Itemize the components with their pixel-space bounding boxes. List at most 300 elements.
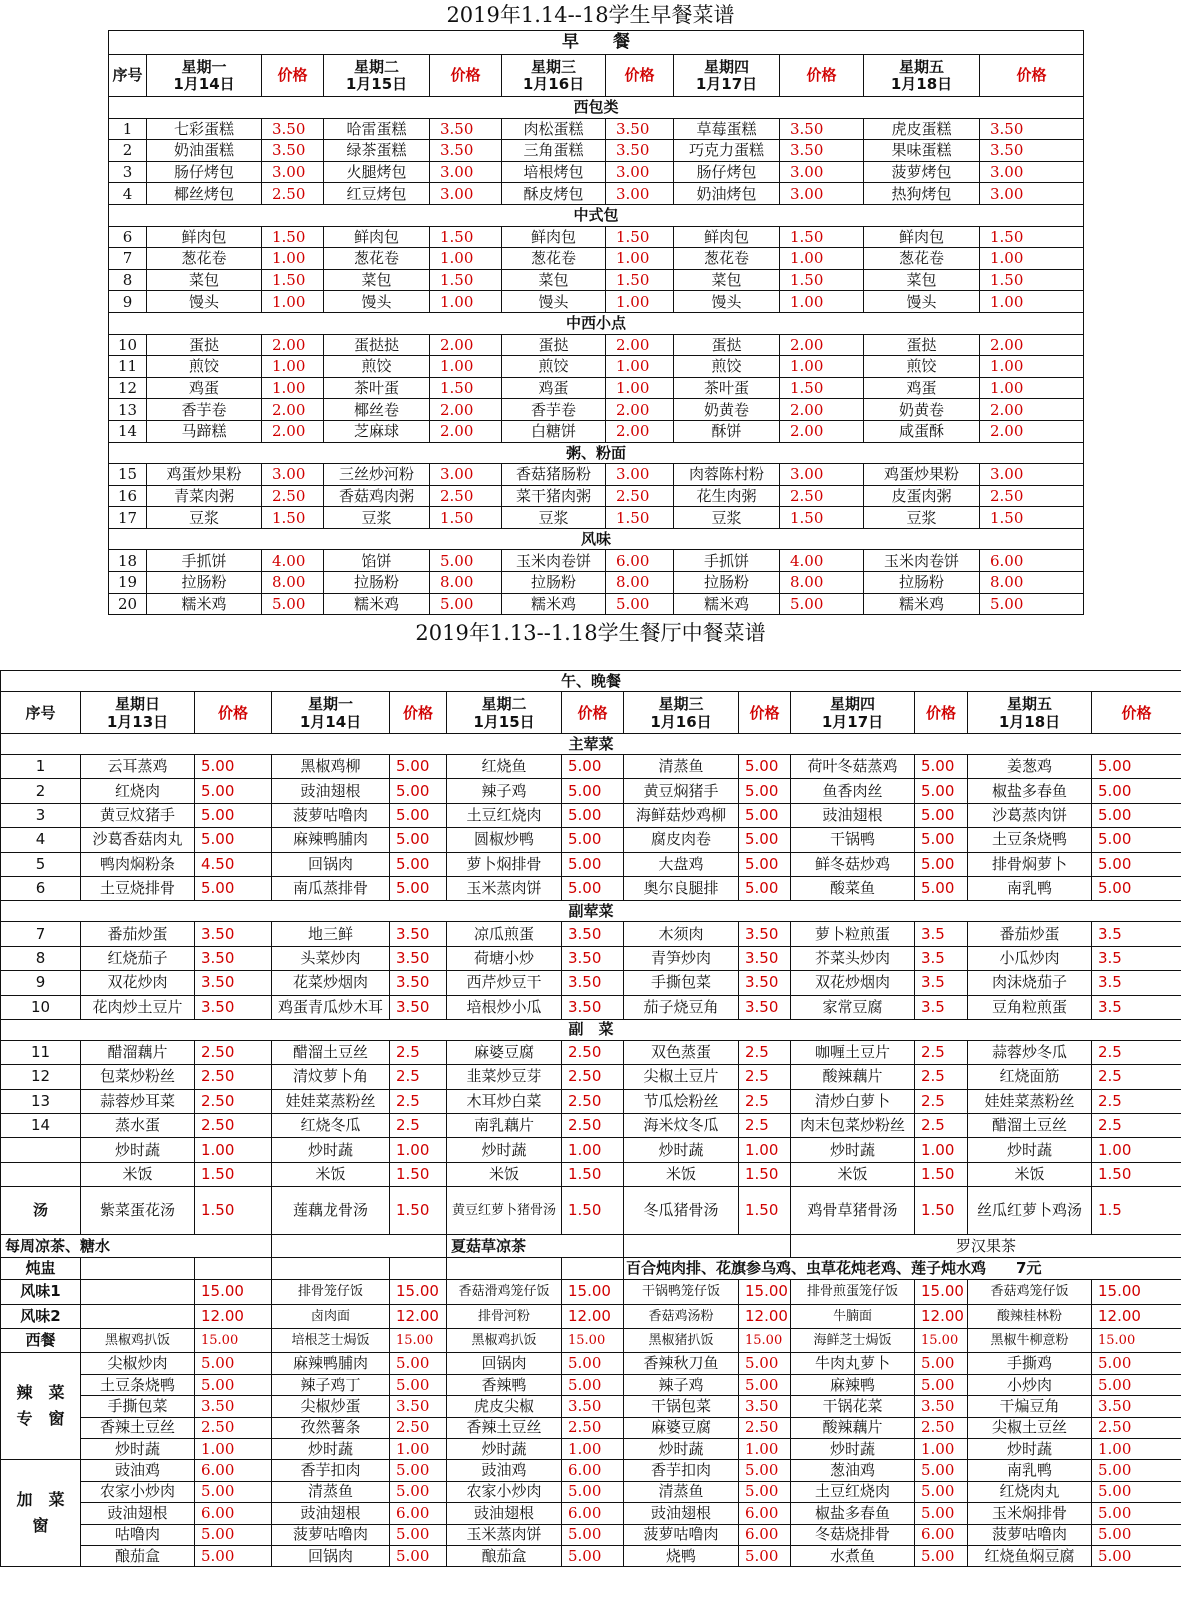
section-header: 风味 xyxy=(109,528,1084,550)
dish-name: 酿茄盒 xyxy=(447,1545,562,1566)
dish-name: 虎皮尖椒 xyxy=(447,1396,562,1417)
dish-price: 1.50 xyxy=(430,507,502,529)
dish-price: 2.50 xyxy=(562,1040,624,1064)
dish-price: 3.50 xyxy=(195,922,272,946)
dish-price: 2.50 xyxy=(780,485,864,507)
dish-price: 5.00 xyxy=(562,1481,624,1502)
dish-name: 玉米蒸肉饼 xyxy=(447,1524,562,1545)
dish-price: 1.50 xyxy=(1092,1162,1181,1186)
dish-name: 麻婆豆腐 xyxy=(624,1417,739,1438)
dish-price: 1.00 xyxy=(390,1138,447,1162)
dish-price: 2.5 xyxy=(915,1040,968,1064)
empty-cell xyxy=(81,1258,195,1280)
dish-price: 2.50 xyxy=(195,1417,272,1438)
dish-price: 3.50 xyxy=(562,922,624,946)
dish-price: 1.00 xyxy=(980,248,1084,270)
dish-name: 葱花卷 xyxy=(674,248,780,270)
dish-name: 椒盐多春鱼 xyxy=(968,779,1092,803)
dish-price: 2.5 xyxy=(1092,1114,1181,1138)
dish-name: 丝瓜红萝卜鸡汤 xyxy=(968,1187,1092,1235)
dish-price: 5.00 xyxy=(739,803,791,827)
dish-price: 5.00 xyxy=(915,1481,968,1502)
dish-price: 2.00 xyxy=(262,399,324,421)
dish-name: 鲜冬菇炒鸡 xyxy=(791,852,915,876)
dish-price: 5.00 xyxy=(390,1353,447,1374)
dish-price: 5.00 xyxy=(915,852,968,876)
dish-name: 菜包 xyxy=(674,269,780,291)
dish-name: 排骨笼仔饭 xyxy=(272,1280,390,1304)
weekly-tea-thursday: 罗汉果茶 xyxy=(791,1235,1181,1258)
day-name: 星期二 xyxy=(481,694,527,713)
row-number: 5 xyxy=(1,852,81,876)
dish-name: 葱花卷 xyxy=(864,248,980,270)
dish-price: 12.00 xyxy=(562,1304,624,1328)
dish-price: 3.50 xyxy=(980,118,1084,140)
dish-name: 花生肉粥 xyxy=(674,485,780,507)
dish-price: 5.00 xyxy=(739,1353,791,1374)
dish-name: 奶黄卷 xyxy=(864,399,980,421)
dish-name: 清蒸鱼 xyxy=(624,755,739,779)
table-row xyxy=(1,1040,1181,1064)
breakfast-title: 2019年1.14--18学生早餐菜谱 xyxy=(446,3,735,27)
dish-name: 炒时蔬 xyxy=(272,1438,390,1459)
spicy-window-label-line: 辣 菜 xyxy=(16,1383,65,1403)
dish-name: 鲜肉包 xyxy=(324,226,430,248)
dish-name: 热狗烤包 xyxy=(864,183,980,205)
dish-price: 12.00 xyxy=(195,1304,272,1328)
dish-name: 白糖饼 xyxy=(502,420,606,442)
table-row xyxy=(109,550,1084,572)
spicy-window-label-line: 专 窗 xyxy=(16,1409,65,1429)
row-number: 10 xyxy=(1,995,81,1019)
dish-price: 3.00 xyxy=(430,464,502,486)
row-number: 10 xyxy=(109,334,147,356)
dish-price: 1.00 xyxy=(739,1138,791,1162)
dish-price: 4.00 xyxy=(262,550,324,572)
dish-name: 卤肉面 xyxy=(272,1304,390,1328)
dish-name: 豉油翅根 xyxy=(791,803,915,827)
dish-price: 2.00 xyxy=(430,399,502,421)
dish-price: 3.5 xyxy=(1092,922,1181,946)
dish-name: 香芋扣肉 xyxy=(624,1460,739,1481)
dish-price: 15.00 xyxy=(739,1329,791,1353)
table-row xyxy=(109,420,1084,442)
dish-price: 1.50 xyxy=(739,1187,791,1235)
dish-price: 12.00 xyxy=(390,1304,447,1328)
dish-price: 5.00 xyxy=(739,779,791,803)
dish-price: 1.00 xyxy=(562,1438,624,1459)
dish-price: 6.00 xyxy=(195,1503,272,1524)
dish-price: 3.00 xyxy=(780,464,864,486)
dish-name: 排骨焖萝卜 xyxy=(968,852,1092,876)
dish-name: 云耳蒸鸡 xyxy=(81,755,195,779)
dish-name: 韭菜炒豆芽 xyxy=(447,1065,562,1089)
flavor1-label: 风味1 xyxy=(1,1280,81,1304)
dish-name: 麻辣鸭脯肉 xyxy=(272,828,390,852)
dish-price: 5.00 xyxy=(739,828,791,852)
dish-price: 5.00 xyxy=(739,852,791,876)
dish-name: 香辣鸭 xyxy=(447,1374,562,1395)
dish-price: 5.00 xyxy=(430,593,502,615)
dish-price: 1.00 xyxy=(606,377,674,399)
day-date: 1月13日 xyxy=(106,712,169,731)
dish-name: 七彩蛋糕 xyxy=(147,118,262,140)
table-row xyxy=(109,377,1084,399)
dish-price: 5.00 xyxy=(195,876,272,900)
dish-name: 肉末包菜炒粉丝 xyxy=(791,1114,915,1138)
dish-name: 红豆烤包 xyxy=(324,183,430,205)
table-row xyxy=(109,291,1084,313)
seq-header: 序号 xyxy=(1,692,81,734)
dish-name: 豆角粒煎蛋 xyxy=(968,995,1092,1019)
dish-price: 2.00 xyxy=(780,334,864,356)
row-number: 1 xyxy=(1,755,81,779)
dish-name: 凉瓜煎蛋 xyxy=(447,922,562,946)
dish-name: 玉米肉卷饼 xyxy=(502,550,606,572)
dish-price: 3.50 xyxy=(390,1396,447,1417)
dish-name: 鸡蛋 xyxy=(147,377,262,399)
dish-name: 黑椒鸡扒饭 xyxy=(81,1329,195,1353)
day-header xyxy=(502,55,606,97)
table-row xyxy=(109,485,1084,507)
dish-name: 马蹄糕 xyxy=(147,420,262,442)
table-row xyxy=(1,922,1181,946)
dish-price: 2.00 xyxy=(606,420,674,442)
dish-name: 醋溜藕片 xyxy=(81,1040,195,1064)
dish-price: 2.5 xyxy=(739,1065,791,1089)
dish-price: 1.00 xyxy=(562,1138,624,1162)
table-row xyxy=(1,828,1181,852)
dish-name: 炒时蔬 xyxy=(81,1138,195,1162)
dish-price: 1.00 xyxy=(606,291,674,313)
dish-price: 2.50 xyxy=(1092,1417,1181,1438)
table-row xyxy=(109,269,1084,291)
dish-name: 萝卜焖排骨 xyxy=(447,852,562,876)
dish-price: 6.00 xyxy=(195,1460,272,1481)
table-row xyxy=(1,971,1181,995)
dish-price: 1.50 xyxy=(430,226,502,248)
dish-name: 辣子鸡丁 xyxy=(272,1374,390,1395)
dish-name: 拉肠粉 xyxy=(674,572,780,594)
dish-price: 12.00 xyxy=(739,1304,791,1328)
dish-name: 咖喱土豆片 xyxy=(791,1040,915,1064)
dish-name: 木须肉 xyxy=(624,922,739,946)
table-row xyxy=(1,995,1181,1019)
dish-price: 2.00 xyxy=(980,334,1084,356)
breakfast-table xyxy=(108,30,1084,615)
dish-name: 鸡骨草猪骨汤 xyxy=(791,1187,915,1235)
dish-name: 海鲜菇炒鸡柳 xyxy=(624,803,739,827)
dish-price: 5.00 xyxy=(195,755,272,779)
dish-price: 5.00 xyxy=(562,1545,624,1566)
dish-name: 酿茄盒 xyxy=(81,1545,195,1566)
dish-price: 5.00 xyxy=(390,1481,447,1502)
dish-price: 2.50 xyxy=(390,1417,447,1438)
dish-price: 2.00 xyxy=(606,399,674,421)
dish-name: 家常豆腐 xyxy=(791,995,915,1019)
dish-price: 3.50 xyxy=(390,971,447,995)
day-name: 星期四 xyxy=(829,694,875,713)
dish-name: 黑椒牛柳意粉 xyxy=(968,1329,1092,1353)
dish-name: 南乳鸭 xyxy=(968,876,1092,900)
row-number: 3 xyxy=(109,161,147,183)
dish-price: 5.00 xyxy=(562,828,624,852)
dish-price: 3.50 xyxy=(262,140,324,162)
dish-name: 炒时蔬 xyxy=(791,1138,915,1162)
dish-name: 鲜肉包 xyxy=(674,226,780,248)
day-date: 1月14日 xyxy=(173,74,235,93)
dish-name: 果味蛋糕 xyxy=(864,140,980,162)
dish-name: 酥皮烤包 xyxy=(502,183,606,205)
dish-price: 5.00 xyxy=(1092,803,1181,827)
dish-name: 鲜肉包 xyxy=(864,226,980,248)
dish-name: 咸蛋酥 xyxy=(864,420,980,442)
empty-cell xyxy=(624,1235,791,1258)
table-row xyxy=(109,118,1084,140)
dish-price: 3.00 xyxy=(606,161,674,183)
dish-price: 3.50 xyxy=(262,118,324,140)
dish-name: 葱油鸡 xyxy=(791,1460,915,1481)
row-number: 4 xyxy=(109,183,147,205)
dish-name: 双色蒸蛋 xyxy=(624,1040,739,1064)
dish-name: 红烧肉 xyxy=(81,779,195,803)
dish-price: 5.00 xyxy=(390,755,447,779)
day-header xyxy=(791,692,915,734)
section-header: 中式包 xyxy=(109,204,1084,226)
dish-price: 1.00 xyxy=(430,356,502,378)
dish-price: 5.00 xyxy=(915,755,968,779)
table-row xyxy=(1,1503,1181,1524)
day-date: 1月15日 xyxy=(473,712,535,731)
dish-price: 1.00 xyxy=(195,1438,272,1459)
day-header xyxy=(624,692,739,734)
dish-name: 冬菇烧排骨 xyxy=(791,1524,915,1545)
dish-name: 冬瓜猪骨汤 xyxy=(624,1187,739,1235)
dish-price: 15.00 xyxy=(1092,1280,1181,1304)
dish-name: 回锅肉 xyxy=(272,852,390,876)
dish-price: 5.00 xyxy=(562,852,624,876)
row-number: 12 xyxy=(109,377,147,399)
dish-price: 1.00 xyxy=(390,1438,447,1459)
stew-text xyxy=(624,1258,1181,1280)
dish-price: 5.00 xyxy=(390,876,447,900)
dish-name: 排骨煎蛋笼仔饭 xyxy=(791,1280,915,1304)
dish-name: 包菜炒粉丝 xyxy=(81,1065,195,1089)
dish-name: 菜包 xyxy=(502,269,606,291)
dish-price: 3.50 xyxy=(1092,1396,1181,1417)
dish-name: 糯米鸡 xyxy=(674,593,780,615)
dish-price: 3.50 xyxy=(390,922,447,946)
dish-name: 西芹炒豆干 xyxy=(447,971,562,995)
dish-price: 5.00 xyxy=(1092,876,1181,900)
dish-price: 2.50 xyxy=(195,1040,272,1064)
dish-name: 姜葱鸡 xyxy=(968,755,1092,779)
dish-price: 2.5 xyxy=(390,1065,447,1089)
dish-price: 5.00 xyxy=(430,550,502,572)
soup-label: 汤 xyxy=(1,1187,81,1235)
dish-name: 香菇滑鸡笼仔饭 xyxy=(447,1280,562,1304)
table-row xyxy=(109,226,1084,248)
dish-price: 2.00 xyxy=(780,420,864,442)
extra-window-label xyxy=(1,1460,81,1567)
row-number: 9 xyxy=(109,291,147,313)
dish-price: 3.00 xyxy=(430,183,502,205)
dish-price: 5.00 xyxy=(195,1545,272,1566)
empty-cell xyxy=(390,1258,447,1280)
row-number: 18 xyxy=(109,550,147,572)
day-date: 1月14日 xyxy=(299,712,362,731)
dish-name: 玉米焖排骨 xyxy=(968,1503,1092,1524)
dish-name: 皮蛋肉粥 xyxy=(864,485,980,507)
dish-name: 干锅花菜 xyxy=(791,1396,915,1417)
price-header: 价格 xyxy=(915,692,968,734)
dish-name: 奶黄卷 xyxy=(674,399,780,421)
dish-name: 干锅包菜 xyxy=(624,1396,739,1417)
dish-price: 5.00 xyxy=(1092,755,1181,779)
dish-name: 大盘鸡 xyxy=(624,852,739,876)
dish-price: 2.5 xyxy=(390,1089,447,1113)
table-row xyxy=(109,593,1084,615)
dish-name: 清炒白萝卜 xyxy=(791,1089,915,1113)
dish-name: 糯米鸡 xyxy=(324,593,430,615)
dish-name: 炒时蔬 xyxy=(624,1138,739,1162)
dish-price: 1.50 xyxy=(980,269,1084,291)
dish-name: 鲜肉包 xyxy=(147,226,262,248)
dish-name: 三角蛋糕 xyxy=(502,140,606,162)
price-header: 价格 xyxy=(390,692,447,734)
dish-name: 火腿烤包 xyxy=(324,161,430,183)
dish-price: 5.00 xyxy=(390,1524,447,1545)
dish-name: 土豆条烧鸭 xyxy=(968,828,1092,852)
dish-price: 1.50 xyxy=(195,1187,272,1235)
extra-window-label-line: 窗 xyxy=(32,1516,49,1536)
dish-name: 红烧茄子 xyxy=(81,946,195,970)
day-date: 1月18日 xyxy=(890,74,953,93)
dish-price: 5.00 xyxy=(390,1460,447,1481)
dish-name: 香菇鸡汤粉 xyxy=(624,1304,739,1328)
dish-price: 3.50 xyxy=(195,1396,272,1417)
dish-name: 红烧鱼焖豆腐 xyxy=(968,1545,1092,1566)
dish-price: 2.5 xyxy=(915,1089,968,1113)
dish-name: 肉松蛋糕 xyxy=(502,118,606,140)
dish-price: 2.50 xyxy=(915,1417,968,1438)
dish-name: 茶叶蛋 xyxy=(674,377,780,399)
dish-name: 米饭 xyxy=(81,1162,195,1186)
dish-price: 1.00 xyxy=(262,291,324,313)
table-row xyxy=(109,464,1084,486)
dish-price: 5.00 xyxy=(739,876,791,900)
dish-price: 5.00 xyxy=(915,1353,968,1374)
price-header: 价格 xyxy=(780,55,864,97)
dish-name: 水煮鱼 xyxy=(791,1545,915,1566)
dish-price: 2.00 xyxy=(606,334,674,356)
dish-name: 鸡蛋炒果粉 xyxy=(147,464,262,486)
dish-name: 煎饺 xyxy=(864,356,980,378)
dish-price: 1.00 xyxy=(980,291,1084,313)
dish-price: 15.00 xyxy=(390,1329,447,1353)
dish-price: 15.00 xyxy=(562,1280,624,1304)
dish-name: 牛腩面 xyxy=(791,1304,915,1328)
dish-price: 3.50 xyxy=(430,118,502,140)
dish-name: 南瓜蒸排骨 xyxy=(272,876,390,900)
dish-price: 3.50 xyxy=(739,971,791,995)
dish-name: 手抓饼 xyxy=(674,550,780,572)
dish-price: 5.00 xyxy=(1092,1545,1181,1566)
dish-name: 豆浆 xyxy=(324,507,430,529)
dish-name: 米饭 xyxy=(272,1162,390,1186)
dish-price: 2.50 xyxy=(195,1089,272,1113)
dish-name: 香芋卷 xyxy=(502,399,606,421)
dish-name: 鸡蛋炒果粉 xyxy=(864,464,980,486)
row-number: 6 xyxy=(1,876,81,900)
dish-price: 12.00 xyxy=(1092,1304,1181,1328)
dish-name: 南乳藕片 xyxy=(447,1114,562,1138)
day-name: 星期五 xyxy=(1006,694,1052,713)
dish-price: 5.00 xyxy=(1092,1524,1181,1545)
row-number: 15 xyxy=(109,464,147,486)
section-header: 副荤菜 xyxy=(1,901,1181,922)
dish-price: 1.50 xyxy=(780,377,864,399)
empty-cell xyxy=(447,1258,562,1280)
dish-price: 3.5 xyxy=(915,995,968,1019)
dish-price: 15.00 xyxy=(562,1329,624,1353)
table-row xyxy=(109,399,1084,421)
dish-price: 1.50 xyxy=(262,507,324,529)
row-number: 7 xyxy=(1,922,81,946)
dish-price: 2.5 xyxy=(1092,1089,1181,1113)
dish-name: 香菇鸡肉粥 xyxy=(324,485,430,507)
table-row xyxy=(109,248,1084,270)
dish-name: 椒盐多春鱼 xyxy=(791,1503,915,1524)
dish-price: 5.00 xyxy=(739,1374,791,1395)
dish-name: 炒时蔬 xyxy=(968,1138,1092,1162)
dish-name: 头菜炒肉 xyxy=(272,946,390,970)
dish-name: 红烧面筋 xyxy=(968,1065,1092,1089)
dish-price: 2.50 xyxy=(430,485,502,507)
dish-price: 2.00 xyxy=(430,420,502,442)
dish-price: 3.00 xyxy=(980,464,1084,486)
section-header: 粥、粉面 xyxy=(109,442,1084,464)
dish-price: 5.00 xyxy=(390,803,447,827)
dish-name: 香辣秋刀鱼 xyxy=(624,1353,739,1374)
dish-name: 菠萝烤包 xyxy=(864,161,980,183)
dish-name: 干锅鸭笼仔饭 xyxy=(624,1280,739,1304)
dish-price: 1.50 xyxy=(562,1187,624,1235)
dish-price: 3.50 xyxy=(915,1396,968,1417)
dish-name: 双花炒烟肉 xyxy=(791,971,915,995)
dish-price: 2.50 xyxy=(739,1417,791,1438)
table-row xyxy=(109,161,1084,183)
dish-price: 2.50 xyxy=(562,1114,624,1138)
dish-name: 馒头 xyxy=(502,291,606,313)
row-number: 12 xyxy=(1,1065,81,1089)
day-date: 1月16日 xyxy=(522,74,585,93)
day-date: 1月18日 xyxy=(998,712,1061,731)
row-number: 9 xyxy=(1,971,81,995)
dish-name: 香芋卷 xyxy=(147,399,262,421)
dish-name: 红烧肉丸 xyxy=(968,1481,1092,1502)
dish-price: 2.5 xyxy=(390,1040,447,1064)
dish-name: 炒时蔬 xyxy=(447,1438,562,1459)
dish-name: 煎饺 xyxy=(147,356,262,378)
dish-name: 培根炒小瓜 xyxy=(447,995,562,1019)
dish-price: 5.00 xyxy=(1092,1481,1181,1502)
price-header: 价格 xyxy=(1092,692,1181,734)
dish-price: 2.00 xyxy=(262,420,324,442)
day-date: 1月17日 xyxy=(695,74,758,93)
dish-name: 手撕包菜 xyxy=(81,1396,195,1417)
dish-price: 3.50 xyxy=(390,995,447,1019)
